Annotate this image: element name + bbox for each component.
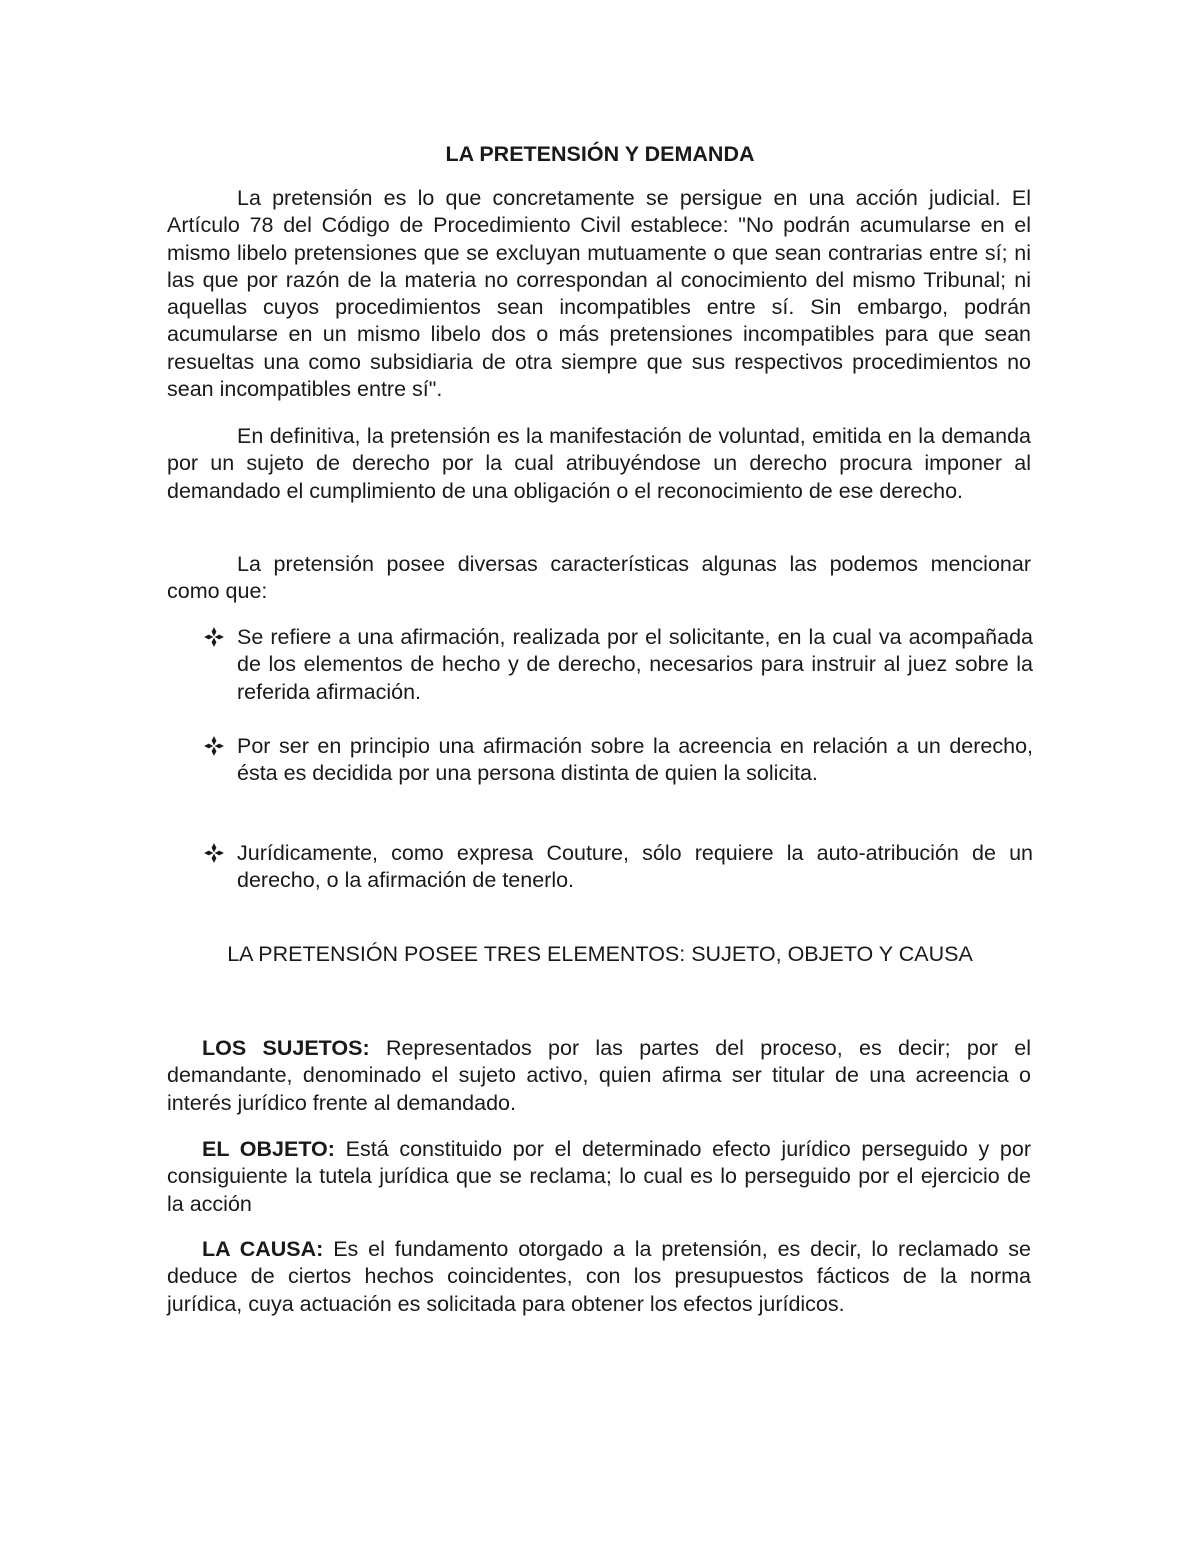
paragraph-2: En definitiva, la pretensión es la manifestación de voluntad, emitida en la demanda por un sujeto de derecho por la cual atribuyéndose un derecho procura imponer al demandado el cumplimiento de una obligación o el reconocimiento de ese derecho. xyxy=(167,424,1031,503)
definition-objeto xyxy=(167,1136,1031,1218)
paragraph-1: La pretensión es lo que concretamente se persigue en una acción judicial. El Artículo 78 del Código de Procedimiento Civil establece: "No podrán acumularse en el mismo libelo pretensiones que se excluyan mutuamente o que sean contrarias entre sí; ni las que por razón de la materia no correspondan al conocimiento del mismo Tribunal; ni aquellas cuyos procedimientos sean incompatibles entre sí. Sin embargo, podrán acumularse en un mismo libelo dos o más pretensiones incompatibles para que sean resueltas una como subsidiaria de otra siempre que sus respectivos procedimientos no sean incompatibles entre sí". xyxy=(167,186,1031,402)
definition-text: Es el fundamento otorgado a la pretensión, es decir, lo reclamado se deduce de ciertos hechos coincidentes, con los presupuestos fácticos de la norma jurídica, cuya actuación es solicitada para obtener los efectos jurídicos. xyxy=(167,1237,1031,1316)
bullet-text-2: Por ser en principio una afirmación sobre la acreencia en relación a un derecho, ésta es decidida por una persona distinta de quien la solicita. xyxy=(237,734,1033,786)
definition-label: EL OBJETO: xyxy=(202,1137,335,1161)
definition-text: Está constituido por el determinado efecto jurídico perseguido y por consiguiente la tutela jurídica que se reclama; lo cual es lo perseguido por el ejercicio de la acción xyxy=(167,1137,1031,1216)
diamond-four-icon xyxy=(203,735,225,757)
diamond-four-icon xyxy=(203,626,225,648)
definition-text: Representados por las partes del proceso, es decir; por el demandante, denominado el sujeto activo, quien afirma ser titular de una acreencia o interés jurídico frente al demandado. xyxy=(167,1036,1032,1115)
definition-sujetos xyxy=(167,1035,1031,1117)
definition-causa xyxy=(167,1236,1031,1318)
list-item xyxy=(203,733,1033,788)
document-title: LA PRETENSIÓN Y DEMANDA xyxy=(445,142,755,166)
list-item xyxy=(203,624,1033,706)
definition-label: LA CAUSA: xyxy=(202,1237,324,1261)
definition-label: LOS SUJETOS: xyxy=(202,1036,370,1060)
paragraph-3: La pretensión posee diversas características algunas las podemos mencionar como que: xyxy=(167,552,1031,604)
bullet-text-1: Se refiere a una afirmación, realizada por el solicitante, en la cual va acompañada de los elementos de hecho y de derecho, necesarios para instruir al juez sobre la referida afirmación. xyxy=(237,625,1033,704)
list-item xyxy=(203,840,1033,895)
elements-heading: LA PRETENSIÓN POSEE TRES ELEMENTOS: SUJETO, OBJETO Y CAUSA xyxy=(227,942,973,966)
diamond-four-icon xyxy=(203,842,225,864)
bullet-text-3: Jurídicamente, como expresa Couture, sólo requiere la auto-atribución de un derecho, o la afirmación de tenerlo. xyxy=(237,841,1033,893)
